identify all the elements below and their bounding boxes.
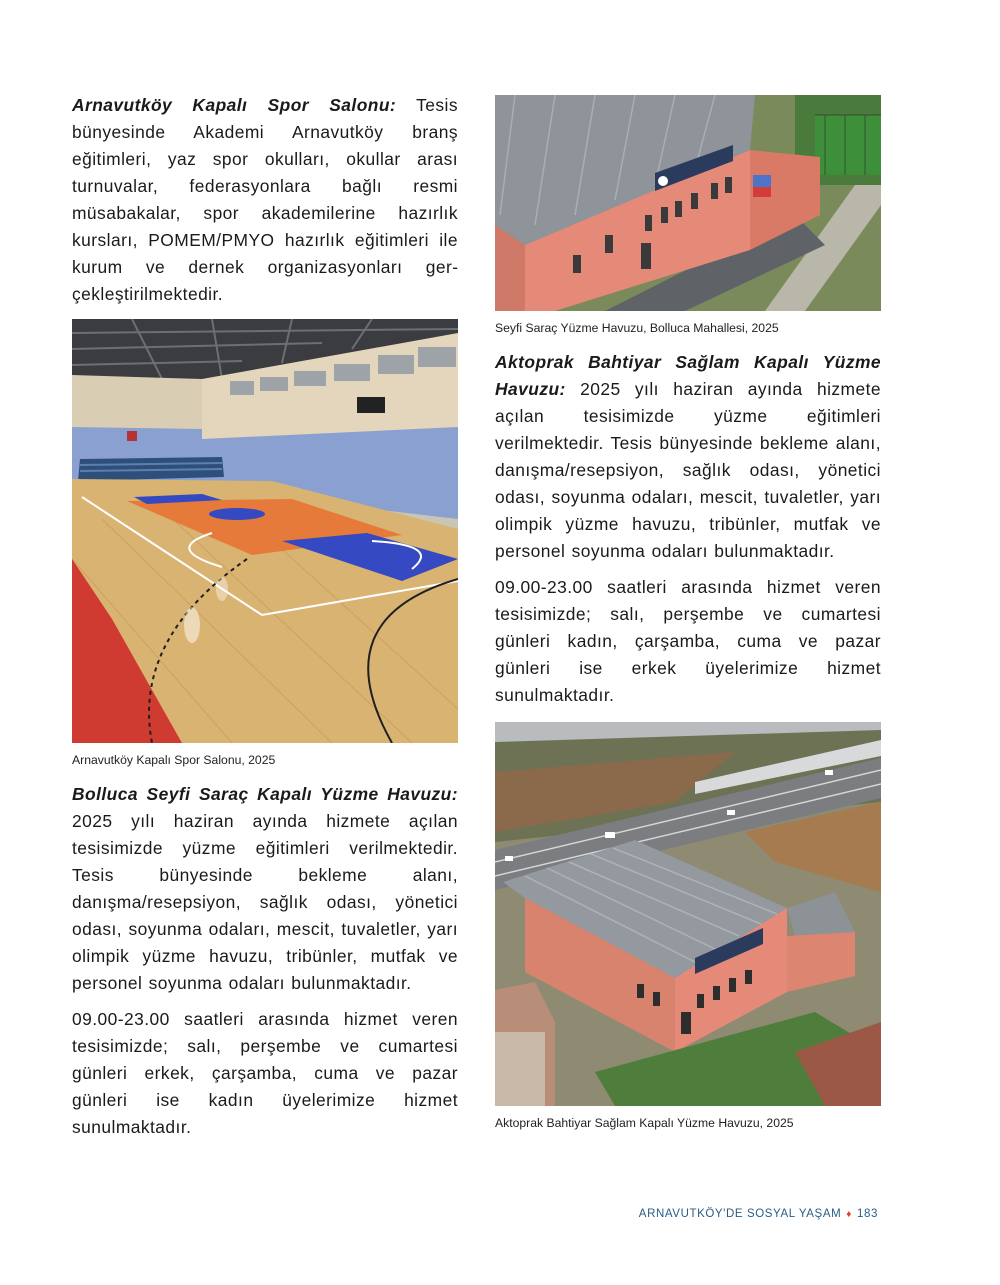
page-number: 183 [857,1208,878,1220]
page-footer [639,1208,878,1220]
aktoprak-caption: Aktoprak Bahtiyar Sağlam Kapalı Yüzme Havuzu, 2025 [495,1116,794,1130]
sports-hall-photo [72,319,458,743]
footer-dot-icon: ♦ [846,1209,852,1220]
aktoprak-pool-photo [495,722,881,1106]
section-aktoprak-havuzu [495,349,881,565]
section-spor-salonu [72,92,458,308]
section-aktoprak-hours: 09.00-23.00 saatleri arasında hizmet veren tesisimizde; salı, perşembe ve cumartesi günleri kadın, çarşamba, cuma ve pazar günleri ise erkek üyelerimize hizmet sunulmaktadır. [495,577,881,705]
section-bolluca-hours: 09.00-23.00 saatleri arasında hizmet veren tesisimizde; salı, perşembe ve cumartesi günleri erkek, çarşamba, cuma ve pazar günleri ise kadın üyelerimize hizmet sunulmaktadır. [72,1009,458,1137]
section-title: Aktoprak Bahtiyar Sağlam Kapalı Yüzme Havuzu: [495,352,881,399]
footer-section-title: ARNAVUTKÖY'DE SOSYAL YAŞAM [638,1208,842,1220]
section-bolluca-havuzu [72,781,458,997]
seyfi-sarac-pool-photo [495,95,881,311]
sports-hall-caption: Arnavutköy Kapalı Spor Salonu, 2025 [72,753,276,767]
section-text: 2025 yılı haziran ayında hizmete açılan tesisimizde yüzme eğitimleri verilmektedir. Tesis bünyesinde bekleme alanı, danışma/resepsiyon, sağlık odası, yönetici odası, soyunma odaları, mescit, tuvaletler, yarı olimpik yüzme havuzu, tribünler, mutfak ve personel soyunma odaları bulunmaktadır. [72,811,458,993]
left-column [72,92,458,1150]
section-title: Bolluca Seyfi Saraç Kapalı Yüzme Havuzu: [72,784,458,804]
seyfi-sarac-caption: Seyfi Saraç Yüzme Havuzu, Bolluca Mahallesi, 2025 [495,321,779,335]
section-title: Arnavutköy Kapalı Spor Salonu: [72,95,397,115]
right-column [495,95,881,1144]
section-text: Tesis bünyesinde Akademi Arnavutköy branş eğitimleri, yaz spor okulları, okullar arası turnuvalar, federasyonlara bağlı resmi müsabakalar, spor akademilerine hazırlık kursları, POMEM/PMYO hazırlık eğitimleri ile kurum ve dernek organizasyonları gerçekleştirilmektedir. [72,95,459,304]
section-text: 2025 yılı haziran ayında hizmete açılan tesisimizde yüzme eğitimleri verilmektedir. Tesis bünyesinde bekleme alanı, danışma/resepsiyon, sağlık odası, yönetici odası, soyunma odaları, mescit, tuvaletler, yarı olimpik yüzme havuzu, tribünler, mutfak ve personel soyunma odaları bulunmaktadır. [495,379,881,561]
